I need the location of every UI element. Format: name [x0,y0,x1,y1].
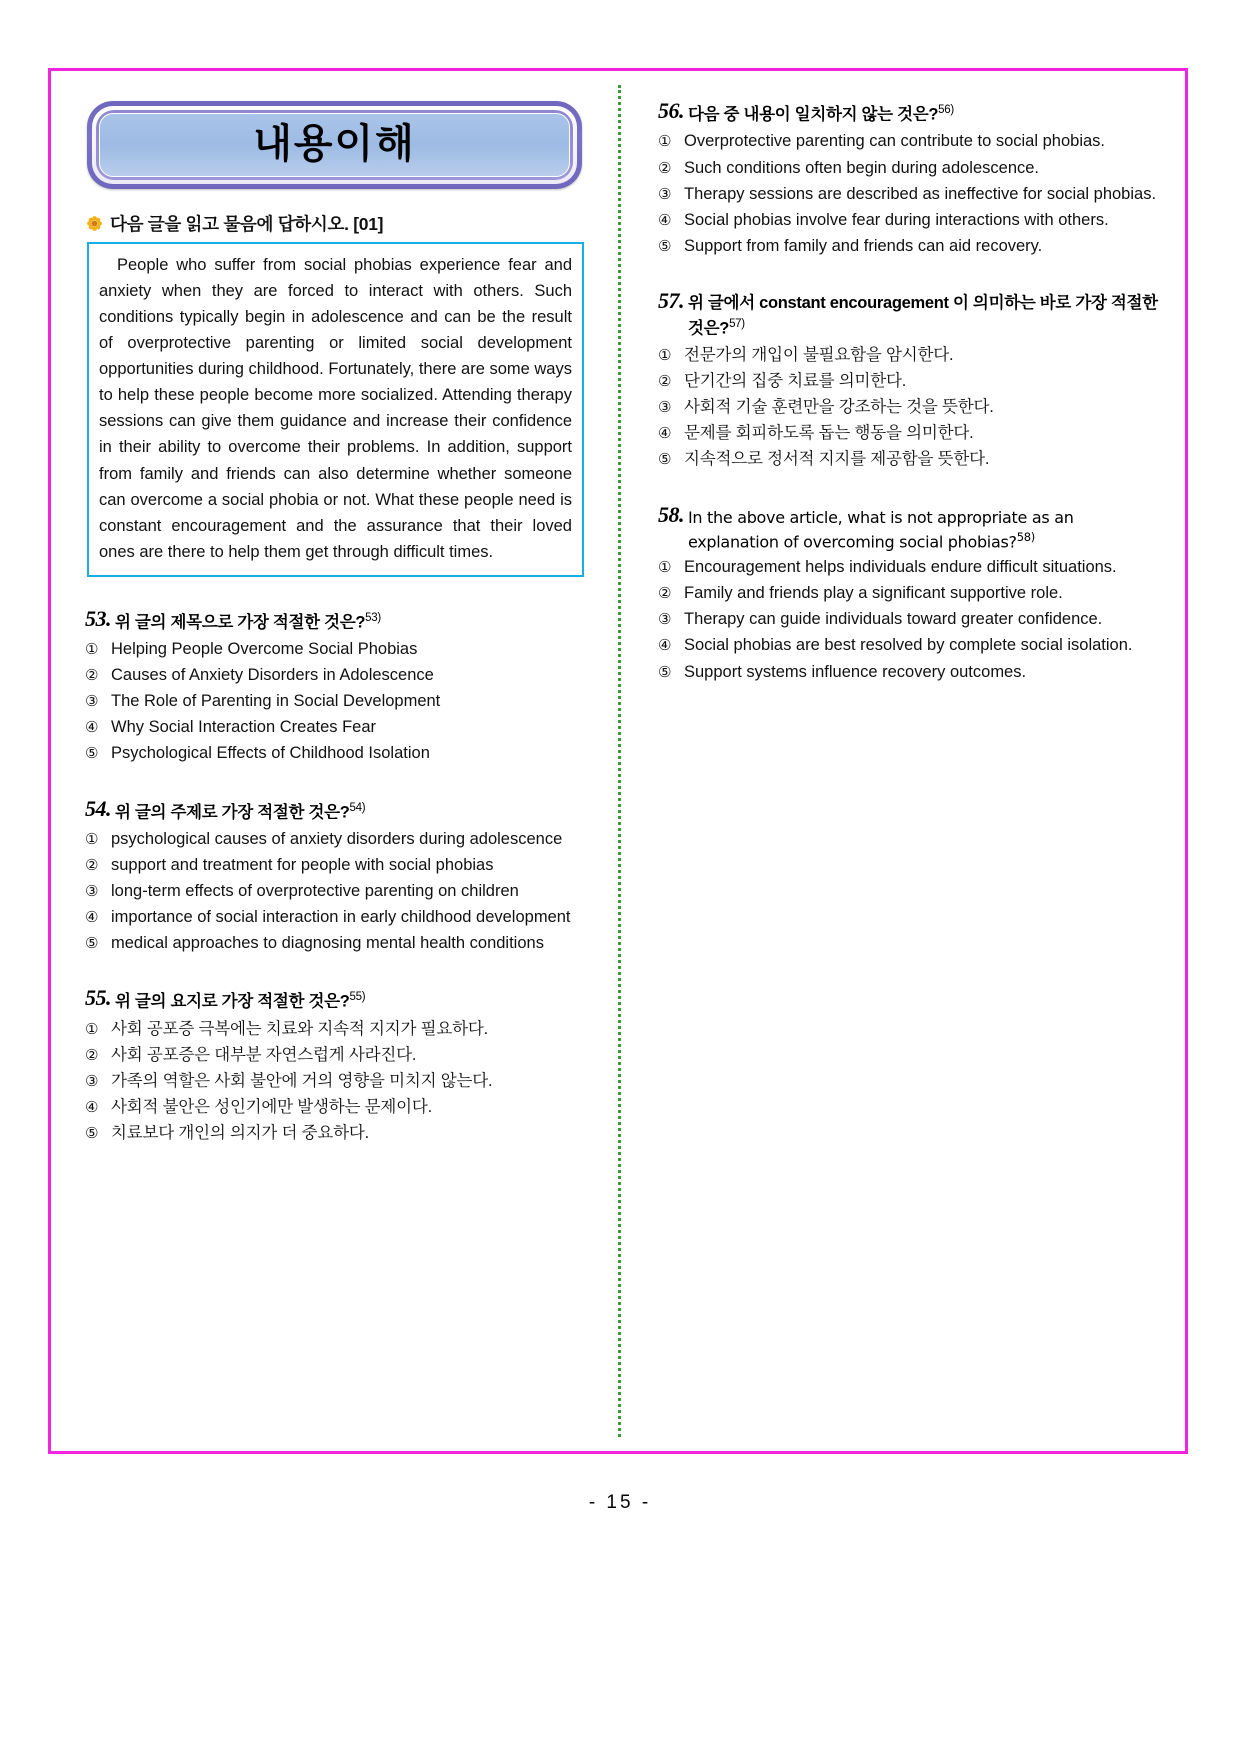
question-58 [658,503,1159,685]
question-header [658,99,1159,127]
question-stem-text: 위 글의 요지로 가장 적절한 것은? [115,992,350,1011]
choice-text: Social phobias are best resolved by complete social isolation. [684,636,1133,655]
choice-option[interactable] [658,555,1159,580]
choice-option[interactable] [85,1095,592,1120]
right-question-list [648,99,1159,685]
instruction-line [87,211,592,236]
question-footnote-marker: 54) [349,801,366,814]
choice-marker: ⑤ [85,745,99,763]
choice-text: 치료보다 개인의 의지가 더 중요하다. [111,1124,370,1143]
question-header [85,986,592,1014]
choice-marker: ④ [658,425,672,443]
choice-text: medical approaches to diagnosing mental health conditions [111,934,544,953]
choice-text: 지속적으로 정서적 지지를 제공함을 뜻한다. [684,450,990,469]
instruction-text: 다음 글을 읽고 물음에 답하시오. [01] [110,214,384,234]
choice-list [658,129,1159,258]
choice-marker: ④ [658,637,672,655]
choice-text: 사회적 기술 훈련만을 강조하는 것을 뜻한다. [684,398,994,417]
choice-marker: ④ [85,1099,99,1117]
choice-text: Social phobias involve fear during interactions with others. [684,210,1109,229]
left-question-list [75,607,592,1146]
choice-text: Support systems influence recovery outcomes. [684,662,1027,681]
choice-text: Therapy sessions are described as ineffective for social phobias. [684,184,1157,203]
choice-marker: ③ [658,399,672,417]
choice-option[interactable] [658,208,1159,233]
choice-list [85,637,592,766]
choice-option[interactable] [85,879,592,904]
choice-option[interactable] [658,581,1159,606]
choice-option[interactable] [85,715,592,740]
choice-option[interactable] [85,853,592,878]
two-column-layout [51,71,1185,1451]
question-stem [115,986,365,1014]
choice-marker: ③ [85,1072,99,1090]
choice-option[interactable] [658,129,1159,154]
page-title: 내용이해 [253,121,416,167]
choice-option[interactable] [658,234,1159,259]
choice-text: Psychological Effects of Childhood Isolation [111,744,430,763]
choice-option[interactable] [85,689,592,714]
question-number: 56. [658,98,684,123]
question-stem [688,289,1159,341]
choice-option[interactable] [85,741,592,766]
question-number: 57. [658,287,684,313]
choice-option[interactable] [85,905,592,930]
column-divider [618,85,621,1437]
choice-text: psychological causes of anxiety disorders during adolescence [111,829,563,848]
choice-marker: ② [658,373,672,391]
choice-marker: ③ [85,883,99,901]
question-header [658,289,1159,341]
choice-text: Why Social Interaction Creates Fear [111,718,377,737]
choice-text: 사회 공포증 극복에는 치료와 지속적 지지가 필요하다. [111,1019,488,1038]
choice-text: Causes of Anxiety Disorders in Adolescence [111,666,434,685]
choice-option[interactable] [658,369,1159,394]
choice-marker: ② [85,1046,99,1064]
question-header [85,797,592,825]
passage-text: People who suffer from social phobias experience fear and anxiety when they are forced to interact with others. Such conditions typically begin in adolescence and can be the result of overprotective parenting or limited social development opportunities during childhood. Fortunately, there are some ways to help these people become more socialized. Attending therapy sessions can give them guidance and increase their confidence in their ability to overcome their problems. In addition, support from family and friends can also determine whether someone can overcome a social phobia or not. What these people need is constant encouragement and the assurance that their loved ones are there to help them get through difficult times. [99,256,572,561]
question-number: 58. [658,501,684,527]
choice-text: 문제를 회피하도록 돕는 행동을 의미한다. [684,424,974,443]
question-footnote-marker: 58) [1016,529,1035,544]
choice-text: Helping People Overcome Social Phobias [111,640,418,659]
choice-marker: ③ [658,185,672,203]
choice-option[interactable] [658,182,1159,207]
question-53 [85,607,592,767]
choice-marker: ① [658,559,672,577]
choice-text: importance of social interaction in early childhood development [111,908,571,927]
choice-option[interactable] [85,1121,592,1146]
question-stem-text: 위 글의 주제로 가장 적절한 것은? [115,803,350,822]
question-stem [115,607,381,635]
choice-marker: ① [85,641,99,659]
choice-text: Such conditions often begin during adolescence. [684,158,1039,177]
choice-text: Encouragement helps individuals endure difficult situations. [684,558,1117,577]
choice-option[interactable] [658,343,1159,368]
question-stem-text: In the above article, what is not appropriate as an explanation of overcoming social phobias? [688,507,1074,552]
choice-marker: ① [85,1020,99,1038]
choice-option[interactable] [85,1043,592,1068]
banner-ring-outer [92,106,577,184]
choice-marker: ② [658,585,672,603]
question-footnote-marker: 55) [349,991,366,1004]
question-header [658,503,1159,554]
choice-list [85,1017,592,1146]
page-number: - 15 - [588,1492,652,1513]
choice-option[interactable] [658,447,1159,472]
question-55 [85,986,592,1146]
choice-option[interactable] [658,156,1159,181]
question-number: 54. [85,795,111,821]
choice-marker: ⑤ [658,451,672,469]
choice-text: support and treatment for people with social phobias [111,856,494,875]
choice-text: 사회 공포증은 대부분 자연스럽게 사라진다. [111,1045,417,1064]
choice-marker: ① [658,133,672,151]
choice-text: Therapy can guide individuals toward greater confidence. [684,610,1103,629]
choice-text: 가족의 역할은 사회 불안에 거의 영향을 미치지 않는다. [111,1071,493,1090]
question-stem [688,99,954,127]
banner-fill [99,113,570,177]
choice-option[interactable] [85,827,592,852]
choice-marker: ⑤ [85,935,99,953]
question-header [85,607,592,635]
choice-marker: ⑤ [85,1125,99,1143]
choice-text: Support from family and friends can aid recovery. [684,236,1043,255]
choice-option[interactable] [658,395,1159,420]
question-54 [85,797,592,957]
choice-option[interactable] [658,421,1159,446]
question-57 [658,289,1159,473]
question-stem [688,503,1159,554]
question-footnote-marker: 57) [729,317,745,330]
left-column [51,71,618,1451]
choice-text: The Role of Parenting in Social Development [111,692,441,711]
question-number: 53. [85,605,111,631]
choice-marker: ③ [658,611,672,629]
choice-text: long-term effects of overprotective parenting on children [111,882,519,901]
choice-text: 전문가의 개입이 불필요함을 암시한다. [684,346,954,365]
choice-list [658,343,1159,472]
question-56 [658,99,1159,259]
choice-list [85,827,592,956]
choice-text: 단기간의 집중 치료를 의미한다. [684,372,907,391]
choice-marker: ④ [85,909,99,927]
choice-list [658,555,1159,684]
choice-marker: ② [658,159,672,177]
choice-marker: ② [85,667,99,685]
worksheet-page [48,68,1188,1454]
choice-marker: ④ [85,719,99,737]
question-footnote-marker: 56) [938,104,954,116]
choice-option[interactable] [85,1017,592,1042]
choice-text: Family and friends play a significant supportive role. [684,584,1063,603]
choice-marker: ② [85,857,99,875]
question-stem-text: 다음 중 내용이 일치하지 않는 것은? [688,105,939,124]
flower-icon [87,216,102,231]
choice-option[interactable] [85,637,592,662]
choice-marker: ③ [85,693,99,711]
choice-option[interactable] [85,1069,592,1094]
choice-option[interactable] [658,607,1159,632]
choice-marker: ① [85,830,99,848]
choice-option[interactable] [85,931,592,956]
choice-text: Overprotective parenting can contribute to social phobias. [684,132,1105,151]
choice-text: 사회적 불안은 성인기에만 발생하는 문제이다. [111,1098,432,1117]
question-stem [115,797,365,825]
choice-option[interactable] [85,663,592,688]
choice-option[interactable] [658,633,1159,658]
question-stem-text: 위 글에서 constant encouragement 이 의미하는 바로 가장 적절한 것은? [688,293,1158,338]
question-footnote-marker: 53) [365,611,381,624]
question-number: 55. [85,985,111,1011]
question-stem-text: 위 글의 제목으로 가장 적절한 것은? [115,613,366,632]
choice-marker: ⑤ [658,237,672,255]
right-column [618,71,1185,1451]
choice-marker: ⑤ [658,663,672,681]
choice-marker: ① [658,347,672,365]
choice-marker: ④ [658,211,672,229]
section-banner [87,101,582,189]
choice-option[interactable] [658,660,1159,685]
banner-ring-inner [96,110,573,180]
reading-passage-box [87,242,584,577]
